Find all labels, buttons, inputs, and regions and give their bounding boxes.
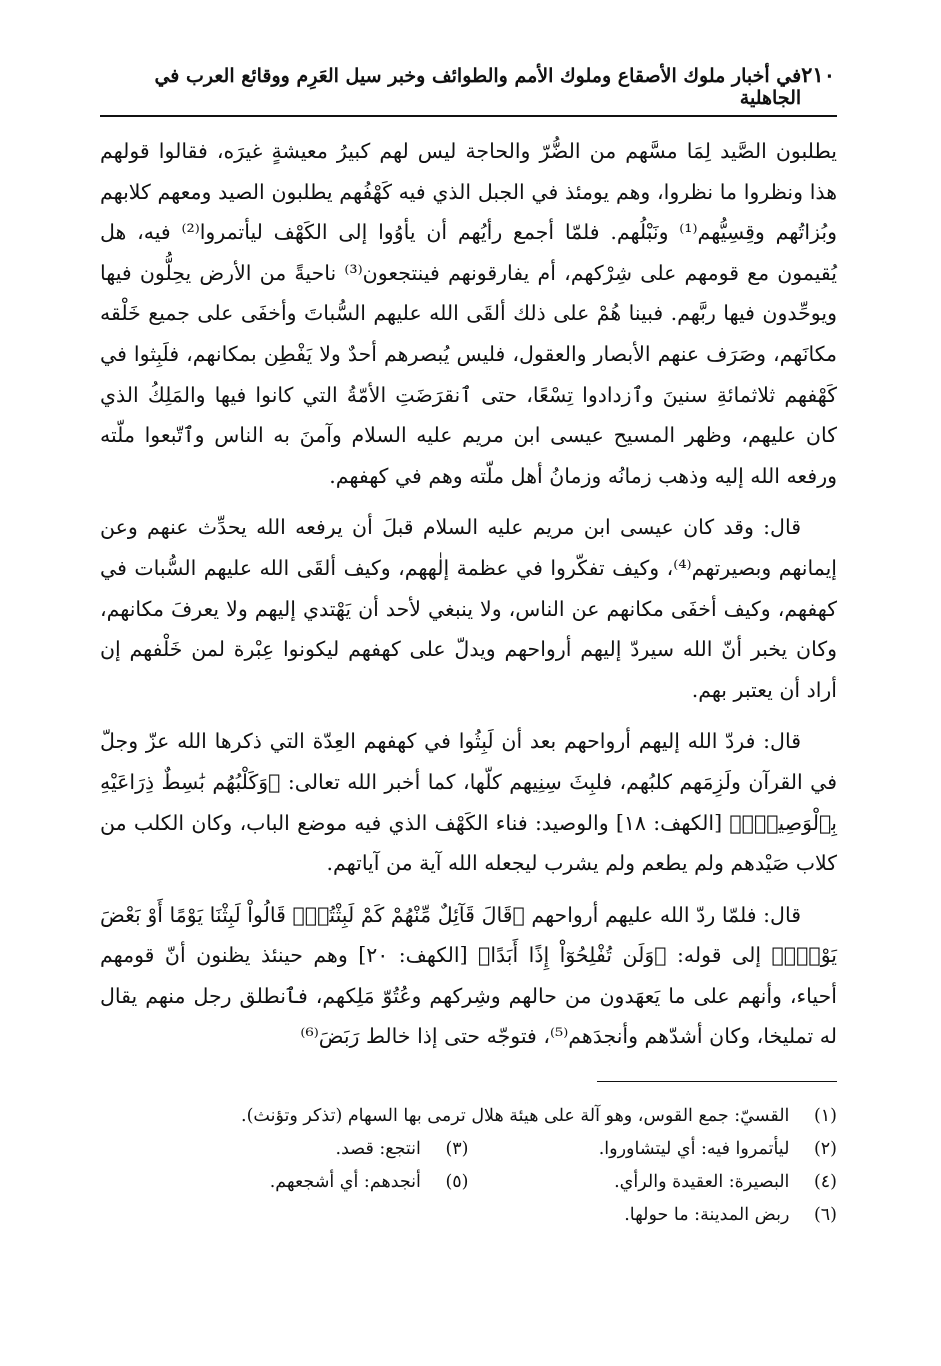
footnote-text: ليأتمروا فيه: أي ليتشاوروا. <box>598 1139 790 1160</box>
footnote-text: القسيّ: جمع القوس، وهو آلة على هيئة هلال ترمى بها السهام (تذكر وتؤنث). <box>241 1106 790 1127</box>
footnote-text: انتجع: قصد. <box>335 1139 421 1160</box>
footnote <box>100 1166 469 1199</box>
running-header <box>100 62 837 117</box>
footnote-text: ربض المدينة: ما حولها. <box>624 1205 790 1226</box>
footnote-number: (١) <box>813 1106 837 1127</box>
footnote-separator <box>597 1081 837 1082</box>
running-title: في أخبار ملوك الأصقاع وملوك الأمم والطوائف وخبر سيل العَرِم ووقائع العرب في الجاهلية <box>154 65 802 109</box>
paragraph: قال: فلمّا ردّ الله عليهم أرواحهم ﴿قَالَ قَآئِلٌ مِّنْهُمْ كَمْ لَبِثْتُمْۖ قَالُواْ لَبِثْنَا يَوْمًا أَوْ بَعْضَ يَوْمٍۚ﴾ إلى قوله: ﴿وَلَن تُفْلِحُوٓاْ إِذًا أَبَدًا﴾ [الكهف: ٢٠] وهم حينئذ يظنون أنّ قومهم أحياء، وأنهم على ما يَعهَدون من حالهم وشِركهم وعُتُوّ مَلِكهم، فٱنطلق رجل منهم يقال له تمليخا، وكان أشدّهم وأنجدَهم⁽⁵⁾، فتوجّه حتى إذا خالط رَبَضَ⁽⁶⁾ <box>100 902 837 1049</box>
footnote-text: أنجدهم: أي أشجعهم. <box>269 1172 421 1193</box>
footnote-number: (٦) <box>813 1205 837 1226</box>
footnote <box>100 1199 837 1232</box>
paragraph: يطلبون الصَّيد لِمَا مسَّهم من الضُّرّ والحاجة ليس لهم كبيرُ معيشةٍ غيرَه، فقالوا قولهم هذا ونظروا ما نظروا، وهم يومئذ في الجبل الذي فيه كَهْفُهم يطلبون الصيد ومعهم كلابهم وبُزاتُهم وقِسِيُّهم⁽¹⁾ ونَبْلُهم. فلمّا أجمع رأيُهم أن يأوُوا إلى الكَهْف ليأتمروا⁽²⁾ فيه، هل يُقيمون مع قومهم على شِرْكهم، أم يفارقونهم فينتجعون⁽³⁾ ناحيةً من الأرض يحِلُّون فيها ويوحِّدون فيها ربَّهم. فبينا هُمْ على ذلك ألقَى الله عليهم السُّباتَ وأخفَى على جميع خَلْقه مكانَهم، وصَرَف عنهم الأبصار والعقول، فليس يُبصرهم أحدٌ ولا يَفْطِن بمكانهم، فلَبِثوا في كَهْفهم ثلاثمائةِ سنينَ وٱزدادوا تِسْعًا، حتى ٱنقرَضَتِ الأمّةُ التي كانوا فيها والمَلِكُ الذي كان عليهم، وظهر المسيح عيسى ابن مريم عليه السلام وآمنَ به الناس وٱتّبعوا ملّته ورفعه الله إليه وذهب زمانُه وزمانُ أهل ملّته وهم في كهفهم. <box>100 139 837 488</box>
page-number: ٢١٠ <box>801 62 835 87</box>
paragraph: قال: فردّ الله إليهم أرواحهم بعد أن لَبِثُوا في كهفهم العِدّة التي ذكرها الله عزّ وجلّ في القرآن ولَزِمَهم كلبُهم، فلبِثَ سِنِيهم كلّها، كما أخبر الله تعالى: ﴿وَكَلْبُهُم بَٰسِطٌ ذِرَاعَيْهِ بِٱلْوَصِيدِۚ﴾ [الكهف: ١٨] والوصيد: فناء الكَهْف الذي فيه موضع الباب، وكان الكلب من كلاب صَيْدهم ولم يطعم ولم يشرب ليجعله الله آية من آياتهم. <box>100 729 837 876</box>
footnote <box>100 1100 837 1133</box>
paragraph: قال: وقد كان عيسى ابن مريم عليه السلام قبلَ أن يرفعه الله يحدِّث عنهم وعن إيمانهم وبصيرتهم⁽⁴⁾، وكيف تفكّروا في عظمة إلٰههم، وكيف ألقَى الله عليهم السُّبات في كهفهم، وكيف أخفَى مكانهم عن الناس، ولا ينبغي لأحد أن يَهْتدي إليهم ولا يعرفَ مكانهم، وكان يخبر أنّ الله سيردّ إليهم أرواحهم ويدلّ على كهفهم ليكونوا عِبْرة لمن خَلْفهم إن أراد أن يعتبر بهم. <box>100 515 838 702</box>
footnotes <box>100 1100 837 1232</box>
footnote-number: (٤) <box>813 1172 837 1193</box>
footnote <box>469 1166 838 1199</box>
footnote-number: (٥) <box>445 1172 469 1193</box>
footnote <box>100 1133 469 1166</box>
main-text <box>100 131 837 1057</box>
footnote-number: (٢) <box>813 1139 837 1160</box>
footnote <box>469 1133 838 1166</box>
footnote-text: البصيرة: العقيدة والرأي. <box>614 1172 790 1193</box>
footnote-number: (٣) <box>445 1139 469 1160</box>
